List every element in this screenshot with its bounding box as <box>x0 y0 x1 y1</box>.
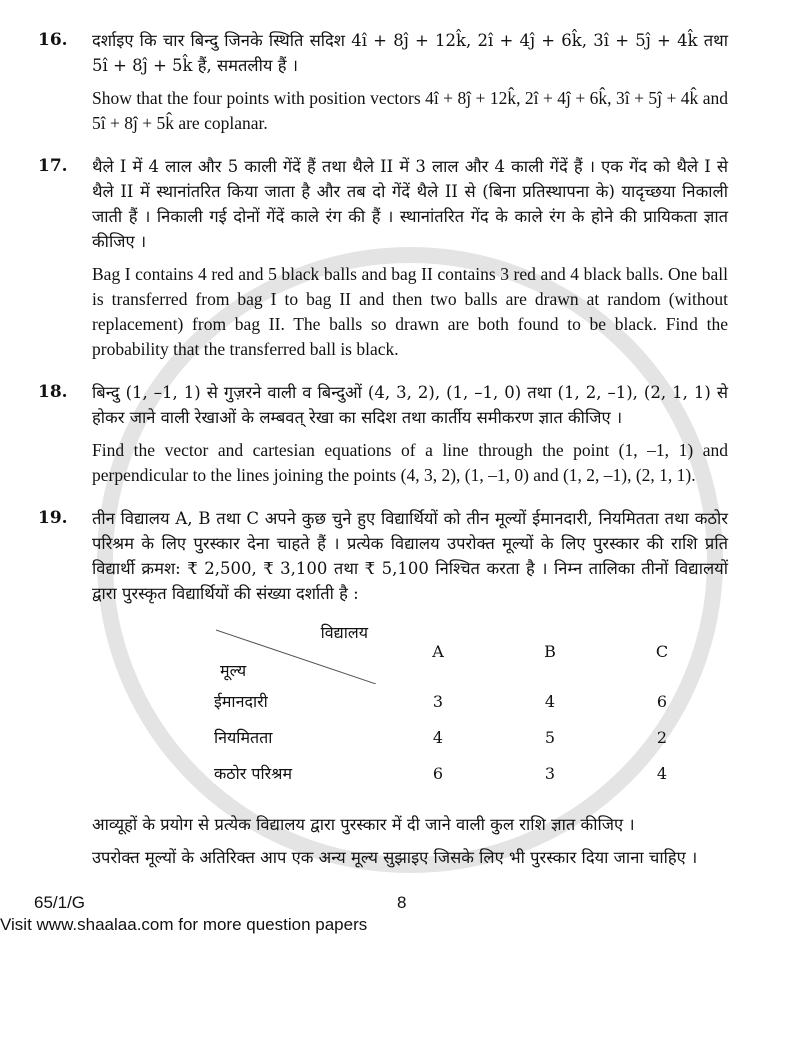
table-cell: 5 <box>544 728 556 747</box>
instruction-text: आव्यूहों के प्रयोग से प्रत्येक विद्यालय द्वारा पुरस्कार में दी जाने वाली कुल राशि ज्ञात कीजिए । <box>92 815 635 834</box>
table-cell: 3 <box>432 692 444 711</box>
question-18 <box>38 380 728 496</box>
question-19 <box>38 506 728 878</box>
paper-code: 65/1/G <box>34 893 86 912</box>
corner-label-value: मूल्य <box>220 661 247 680</box>
question-text-english: Bag I contains 4 red and 5 black balls and bag II contains 3 red and 4 black balls. One ball is transferred from bag I to bag II and then two balls are drawn at random (without replacement) from bag II. The balls so drawn are both found to be black. Find the probability that the transferred ball is black. <box>92 264 728 359</box>
question-text-hindi: दर्शाइए कि चार बिन्दु जिनके स्थिति सदिश 4î + 8ĵ + 12k̂, 2î + 4ĵ + 6k̂, 3î + 5ĵ + 4k̂ तथा 5î + 8ĵ + 5k̂ हैं, समतलीय हैं । <box>92 31 728 75</box>
page-number: 8 <box>397 893 407 912</box>
table-row <box>200 684 718 720</box>
page-footer <box>0 892 728 936</box>
question-text-english: Find the vector and cartesian equations of a line through the point (1, –1, 1) and perpendicular to the lines joining the points (4, 3, 2), (1, –1, 0) and (1, 2, –1), (2, 1, 1). <box>92 440 728 485</box>
corner-label-school: विद्यालय <box>320 623 368 642</box>
table-cell: 4 <box>656 764 668 783</box>
row-label: कठोर परिश्रम <box>214 764 293 783</box>
question-text-hindi: तीन विद्यालय A, B तथा C अपने कुछ चुने हुए विद्यार्थियों को तीन मूल्यों ईमानदारी, नियमितता तथा कठोर परिश्रम के लिए पुरस्कार देना चाहते हैं । प्रत्येक विद्यालय उपरोक्त मूल्यों के लिए पुरस्कार की राशि प्रति विद्यार्थी क्रमश: ₹ 2,500, ₹ 3,100 तथा ₹ 5,100 निश्चित करता है । निम्न तालिका तीनों विद्यालयों द्वारा पुरस्कृत विद्यार्थियों की संख्या दर्शाती है : <box>92 509 728 603</box>
question-number: 17. <box>38 156 68 176</box>
table-cell: 3 <box>544 764 556 783</box>
row-label: नियमितता <box>214 728 273 747</box>
row-label: ईमानदारी <box>214 692 268 711</box>
table-cell: 4 <box>544 692 556 711</box>
question-number: 19. <box>38 508 68 528</box>
question-17 <box>38 154 728 370</box>
instruction-text: उपरोक्त मूल्यों के अतिरिक्त आप एक अन्य मूल्य सुझाइए जिसके लिए भी पुरस्कार दिया जाना चाहिए । <box>92 848 698 867</box>
table-cell: 6 <box>656 692 668 711</box>
table-cell: 4 <box>432 728 444 747</box>
table-cell: 2 <box>656 728 668 747</box>
table-cell: 6 <box>432 764 444 783</box>
question-text-english: Show that the four points with position vectors 4î + 8ĵ + 12k̂, 2î + 4ĵ + 6k̂, 3î + 5ĵ + 4k̂ and 5î + 8ĵ + 5k̂ are coplanar. <box>92 88 728 133</box>
column-header: C <box>655 642 669 661</box>
visit-link[interactable]: Visit www.shaalaa.com for more question papers <box>0 915 368 934</box>
question-16 <box>38 28 728 144</box>
question-number: 18. <box>38 382 68 402</box>
awards-table <box>200 620 718 792</box>
column-header: A <box>432 642 444 661</box>
table-corner-header <box>206 620 376 684</box>
table-row <box>200 720 718 756</box>
table-row <box>200 756 718 792</box>
question-text-hindi: थैले I में 4 लाल और 5 काली गेंदें हैं तथा थैले II में 3 लाल और 4 काली गेंदें हैं । एक गेंद को थैले I से थैले II में स्थानांतरित किया जाता है और तब दो गेंदें थैले II से (बिना प्रतिस्थापना के) यादृच्छया निकाली जाती हैं । निकाली गई दोनों गेंदें काले रंग की हैं । स्थानांतरित गेंद के काले रंग के होने की प्रायिकता ज्ञात कीजिए । <box>92 157 728 251</box>
column-header: B <box>544 642 556 661</box>
question-number: 16. <box>38 30 68 50</box>
question-text-hindi: बिन्दु (1, –1, 1) से गुज़रने वाली व बिन्दुओं (4, 3, 2), (1, –1, 0) तथा (1, 2, –1), (2, 1, 1) से होकर जाने वाली रेखाओं के लम्बवत् रेखा का सदिश तथा कार्तीय समीकरण ज्ञात कीजिए । <box>92 383 728 427</box>
